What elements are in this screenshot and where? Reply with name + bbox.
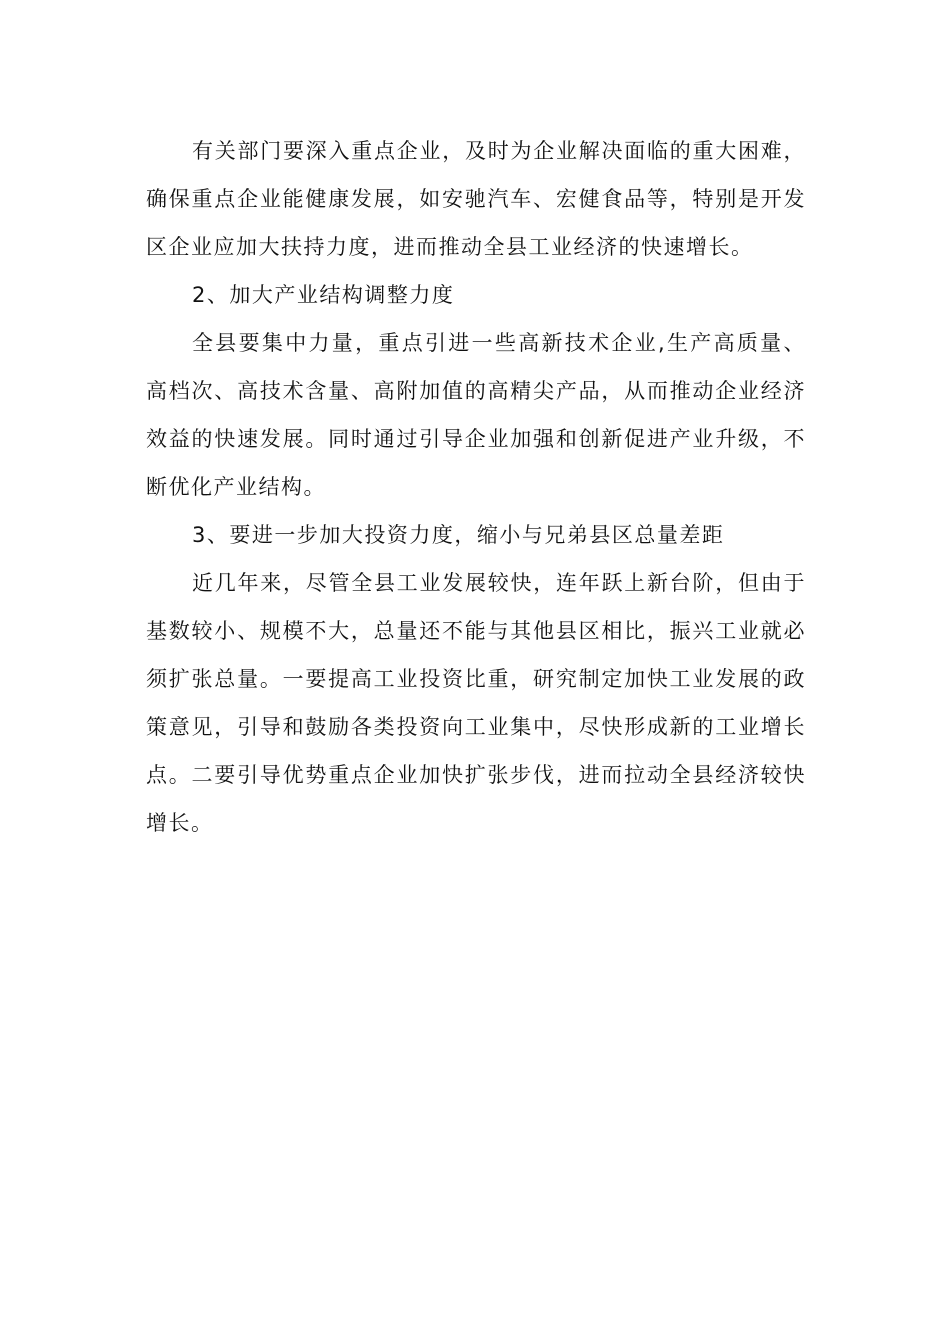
document-body: [146, 127, 806, 847]
paragraph-key-enterprises: 有关部门要深入重点企业，及时为企业解决面临的重大困难，确保重点企业能健康发展，如安驰汽车、宏健食品等，特别是开发区企业应加大扶持力度，进而推动全县工业经济的快速增长。: [146, 139, 806, 259]
paragraph-industrial-structure: 全县要集中力量，重点引进一些高新技术企业,生产高质量、高档次、高技术含量、高附加值的高精尖产品，从而推动企业经济效益的快速发展。同时通过引导企业加强和创新促进产业升级，不断优化产业结构。: [146, 331, 806, 499]
section-heading-industrial-structure: 2、加大产业结构调整力度: [192, 283, 455, 307]
paragraph-investment: 近几年来，尽管全县工业发展较快，连年跃上新台阶，但由于基数较小、规模不大，总量还不能与其他县区相比，振兴工业就必须扩张总量。一要提高工业投资比重，研究制定加快工业发展的政策意见，引导和鼓励各类投资向工业集中，尽快形成新的工业增长点。二要引导优势重点企业加快扩张步伐，进而拉动全县经济较快增长。: [146, 571, 806, 835]
section-heading-investment: 3、要进一步加大投资力度，缩小与兄弟县区总量差距: [192, 523, 725, 547]
